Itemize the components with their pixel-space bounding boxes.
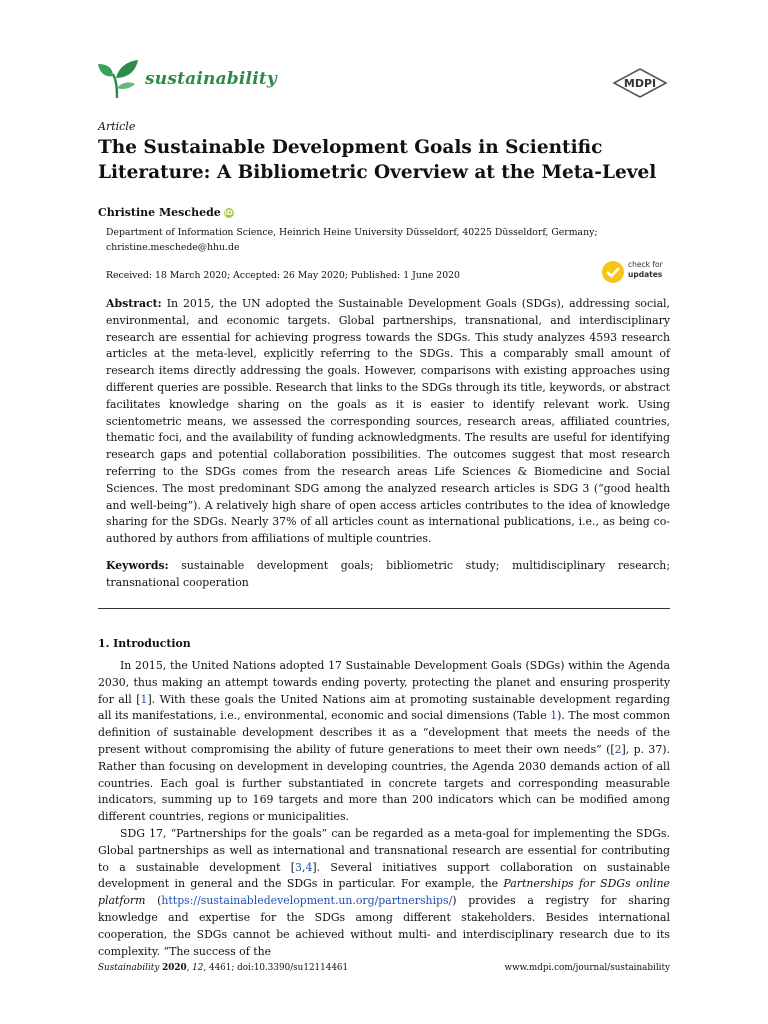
- check-for-updates-badge[interactable]: [601, 258, 681, 286]
- author-email[interactable]: christine.meschede@hhu.de: [106, 242, 240, 253]
- affiliation-block: [106, 225, 666, 255]
- paragraph: In 2015, the United Nations adopted 17 Sustainable Development Goals (SDGs) within the Agenda 2030, thus making an attempt towards ending poverty, protecting the planet and ensuring prosperity for all [1]. With these goals the United Nations aim at promoting sustainable development regarding all its manifestations, i.e., environmental, economic and social dimensions (Table 1). The most common definition of sustainable development describes it as a “development that meets the needs of the present without compromising the ability of future generations to meet their own needs” ([2], p. 37). Rather than focusing on development in developing countries, the Agenda 2030 demands action of all countries. Each goal is further substantiated in concrete targets and corresponding measurable indicators, summing up to 169 targets and more than 200 indicators which can be modified among different countries, regions or municipalities.: [98, 659, 670, 824]
- abstract-text: In 2015, the UN adopted the Sustainable Development Goals (SDGs), addressing social, environmental, and economic targets. Global partnerships, transnational, and interdisciplinary research are essential for achieving progress towards the SDGs. This study analyzes 4593 research articles at the meta-level, explicitly referring to the SDGs. This a comparably small amount of research items directly addressing the goals. However, comparisons with existing approaches using different queries are possible. Research that links to the SDGs through its title, keywords, or abstract facilitates knowledge sharing on the goals as it is easier to identify relevant work. Using scientometric means, we assessed the corresponding sources, research areas, affiliated countries, thematic foci, and the availability of funding acknowledgments. The results are useful for identifying research gaps and potential collaboration possibilities. The outcomes suggest that most research referring to the SDGs comes from the research areas Life Sciences & Biomedicine and Social Sciences. The most predominant SDG among the analyzed research articles is SDG 3 (“good health and well-being”). A relatively high share of open access articles contributes to the idea of knowledge sharing for the SDGs. Nearly 37% of all articles count as international publications, i.e., as being co-authored by authors from affiliations of multiple countries.: [106, 297, 671, 546]
- publication-dates: Received: 18 March 2020; Accepted: 26 May 2020; Published: 1 June 2020: [106, 270, 460, 281]
- citation-link[interactable]: 1: [140, 692, 148, 706]
- paragraph: SDG 17, “Partnerships for the goals” can be regarded as a meta-goal for implementing the SDGs. Global partnerships as well as international and transnational research are essential for contributing to a sustainable development [3,4]. Several initiatives support collaboration on sustainable development in general and the SDGs in particular. For example, the Partnerships for SDGs online platform (https://sustainabledevelopment.un.org/partnerships/) provides a registry for sharing knowledge and expertise for the SDGs among different stakeholders. Besides international cooperation, the SDGs cannot be achieved without multi- and interdisciplinary research due to its complexity. “The success of the: [98, 826, 670, 958]
- footer-citation: Sustainability 2020, 12, 4461; doi:10.3390/su12114461: [98, 963, 349, 973]
- author-name: Christine Meschede: [98, 206, 221, 219]
- keywords-label: Keywords:: [106, 559, 169, 572]
- author-line: [98, 206, 234, 219]
- citation-link[interactable]: 4: [305, 860, 313, 874]
- footer-journal: Sustainability: [98, 963, 160, 973]
- orcid-icon[interactable]: iD: [224, 208, 233, 217]
- check-updates-icon: [601, 260, 625, 284]
- footer-doi: , 4461; doi:10.3390/su12114461: [203, 963, 349, 973]
- keywords-text: sustainable development goals; bibliometric study; multidisciplinary research; transnational cooperation: [106, 559, 670, 589]
- article-type: Article: [98, 120, 136, 133]
- platform-name: Partnerships for SDGs online platform: [98, 877, 670, 908]
- check-updates-text: [628, 260, 663, 280]
- footer-year: 2020: [162, 963, 187, 973]
- citation-link[interactable]: 3: [295, 860, 302, 874]
- journal-name: sustainability: [145, 69, 277, 89]
- footer-url[interactable]: www.mdpi.com/journal/sustainability: [504, 963, 670, 973]
- url-link[interactable]: https://sustainabledevelopment.un.org/partnerships/: [161, 894, 453, 908]
- affiliation: Department of Information Science, Heinrich Heine University Düsseldorf, 40225 Düsseldorf, Germany;: [106, 227, 598, 238]
- citation-link[interactable]: 2: [614, 742, 622, 756]
- article-title: The Sustainable Development Goals in Scientific Literature: A Bibliometric Overview at the Meta-Level: [98, 137, 657, 183]
- leaf-icon: [97, 58, 139, 100]
- footer-volume: 12: [192, 963, 204, 973]
- mdpi-logo[interactable]: [612, 68, 668, 98]
- section-divider: [98, 608, 670, 609]
- keywords: [106, 558, 670, 592]
- section-heading: 1. Introduction: [98, 637, 191, 650]
- publisher-name: MDPI: [623, 77, 657, 90]
- journal-logo[interactable]: [97, 58, 277, 102]
- check-updates-line1: check for: [628, 260, 663, 269]
- abstract-label: Abstract:: [106, 297, 162, 310]
- check-updates-line2: updates: [628, 270, 663, 279]
- introduction-body: [98, 658, 670, 960]
- table-link[interactable]: 1: [550, 709, 558, 723]
- abstract: [106, 296, 670, 548]
